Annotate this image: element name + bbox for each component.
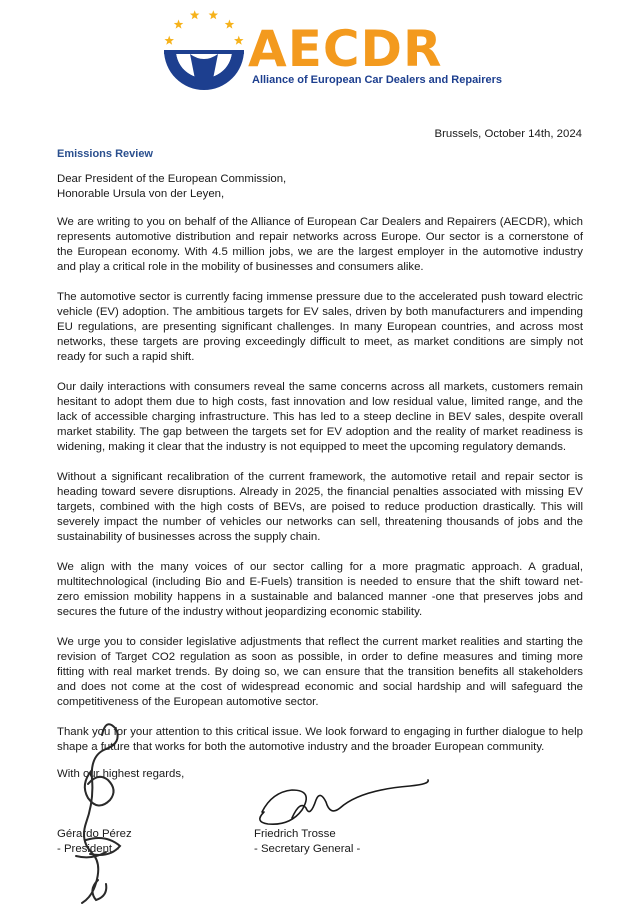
star-icon bbox=[225, 20, 235, 29]
secretary-general-signature bbox=[260, 780, 428, 824]
signatory-role: - Secretary General - bbox=[254, 843, 361, 855]
signatory-secretary-general bbox=[254, 827, 360, 857]
body-paragraph: We urge you to consider legislative adjustments that reflect the current market realities and starting the revision of Target CO2 regulation as soon as possible, in order to define measures and timing more fitting with real market trends. By doing so, we can ensure that the transition benefits all stakeholders and does not come at the cost of widespread economic and social hardship and will safeguard the competitiveness of the European automotive sector. bbox=[57, 636, 583, 708]
body-paragraph: Without a significant recalibration of the current framework, the automotive retail and repair sector is heading toward severe disruptions. Already in 2025, the financial penalties associated with missing EV targets, combined with the high costs of BEVs, are poised to reduce production drastically. This will severely impact the number of vehicles our networks can sell, threatening thousands of jobs and the sustainability of businesses across the supply chain. bbox=[57, 471, 583, 543]
eu-stars-icon bbox=[164, 10, 243, 45]
aecdr-logo bbox=[160, 4, 503, 100]
closing-line: With our highest regards, bbox=[57, 768, 185, 780]
star-icon bbox=[174, 20, 184, 29]
body-paragraph: The automotive sector is currently facing immense pressure due to the accelerated push toward electric vehicle (EV) adoption. The ambitious targets for EV sales, driven by both manufacturers and impending EU regulations, are presenting significant challenges. In many European countries, and across most networks, these targets are proving exceedingly difficult to meet, as market conditions are simply not ready for such a rapid shift. bbox=[57, 291, 583, 363]
letter-date: Brussels, October 14th, 2024 bbox=[434, 128, 582, 140]
star-icon bbox=[190, 10, 200, 19]
signatory-president bbox=[57, 827, 132, 857]
body-paragraph: Thank you for your attention to this critical issue. We look forward to engaging in further dialogue to help shape a future that works for both the automotive industry and the broader European community. bbox=[57, 726, 583, 753]
signatory-name: Gérardo Pérez bbox=[57, 828, 132, 840]
body-paragraph: We align with the many voices of our sector calling for a more pragmatic approach. A gradual, multitechnological (including Bio and E-Fuels) transition is needed to ensure that the shift toward net-zero emission mobility happens in a sustainable and balanced manner -one that preserves jobs and secures the future of the industry without jeopardizing economic stability. bbox=[57, 561, 583, 618]
logo-emblem-icon bbox=[160, 4, 250, 100]
star-icon bbox=[209, 10, 219, 19]
body-paragraph: Our daily interactions with consumers reveal the same concerns across all markets, customers remain hesitant to adopt them due to high costs, fast innovation and low residual value, limited range, and the lack of accessible charging infrastructure. This has led to a steep decline in BEV sales, despite overall market stability. The gap between the targets set for EV adoption and the reality of market readiness is widening, making it clear that the industry is not equipped to meet the upcoming regulatory demands. bbox=[57, 381, 583, 453]
logo-tagline: Alliance of European Car Dealers and Repairers bbox=[252, 74, 503, 86]
star-icon bbox=[164, 36, 174, 45]
body-paragraph: We are writing to you on behalf of the Alliance of European Car Dealers and Repairers (AECDR), which represents automotive distribution and repair networks across Europe. Our sector is a cornerstone of the European economy. With 4.5 million jobs, we are the largest employer in the automotive industry and play a critical role in the mobility of businesses and consumers alike. bbox=[57, 216, 583, 273]
logo-wordmark: AECDR bbox=[248, 20, 443, 78]
signatory-role: - President - bbox=[57, 843, 120, 855]
letter-body bbox=[57, 215, 583, 770]
salutation-line: Dear President of the European Commission, bbox=[57, 173, 287, 185]
salutation-line: Honorable Ursula von der Leyen, bbox=[57, 188, 225, 200]
letter-subject: Emissions Review bbox=[57, 148, 153, 160]
salutation bbox=[57, 172, 286, 202]
star-icon bbox=[234, 36, 244, 45]
signatory-name: Friedrich Trosse bbox=[254, 828, 336, 840]
